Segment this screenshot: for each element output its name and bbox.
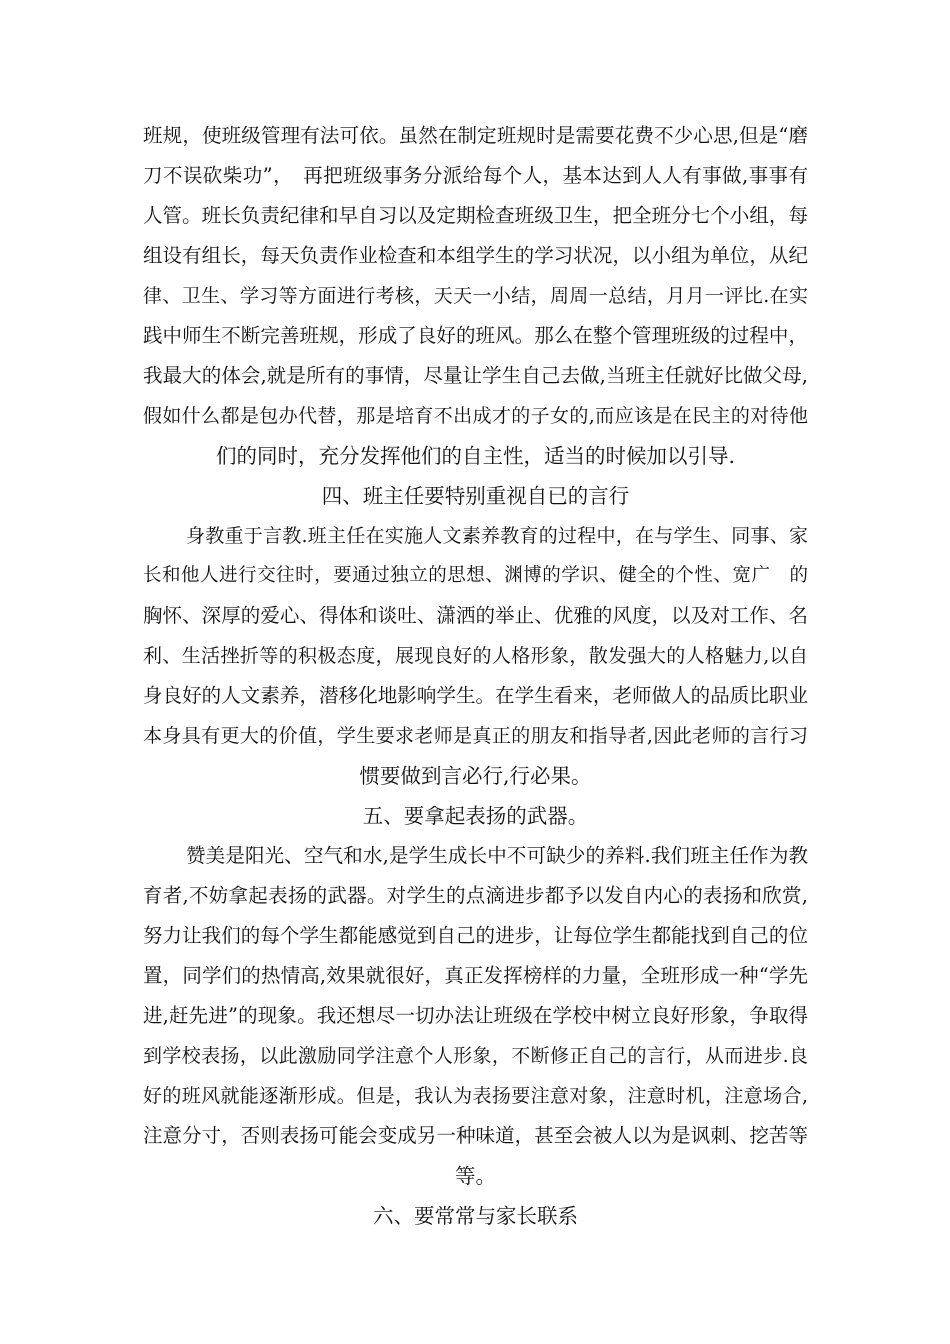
- section-heading-4: 四、班主任要特别重视自已的言行: [321, 484, 630, 508]
- paragraph-line: 进,赶先进”的现象。我还想尽一切办法让班级在学校中树立良好形象，争取得: [143, 1004, 808, 1027]
- paragraph-first-line: 赞美是阳光、空气和水,是学生成长中不可缺少的养料.我们班主任作为教: [186, 844, 808, 867]
- paragraph-last-line: 惯要做到言必行,行必果。: [359, 764, 592, 788]
- paragraph-line: 好的班风就能逐渐形成。但是，我认为表扬要注意对象，注意时机，注意场合,: [143, 1085, 808, 1107]
- paragraph-last-line: 等。: [455, 1164, 496, 1188]
- paragraph-line: 律、卫生、学习等方面进行考核，天天一小结，周周一总结，月月一评比.在实: [143, 285, 808, 307]
- paragraph-line: 刀不误砍柴功”， 再把班级事务分派给每个人，基本达到人人有事做,事事有: [143, 164, 808, 187]
- paragraph-line: 长和他人进行交往时，要通过独立的思想、渊博的学识、健全的个性、宽广 的: [143, 565, 808, 586]
- section-heading-6: 六、要常常与家长联系: [373, 1204, 578, 1228]
- paragraph-line: 到学校表扬，以此激励同学注意个人形象，不断修正自己的言行，从而进步.良: [143, 1045, 808, 1067]
- paragraph-line: 注意分寸，否则表扬可能会变成另一种味道，甚至会被人以为是讽刺、挖苦等: [143, 1124, 808, 1147]
- paragraph-line: 利、生活挫折等的积极态度，展现良好的人格形象，散发强大的人格魅力,以自: [143, 645, 808, 667]
- paragraph-line: 假如什么都是包办代替，那是培育不出成才的子女的,而应该是在民主的对待他: [143, 405, 808, 427]
- paragraph-line: 践中师生不断完善班规，形成了良好的班风。那么在整个管理班级的过程中，: [143, 324, 808, 347]
- paragraph-line: 本身具有更大的价值，学生要求老师是真正的朋友和指导者,因此老师的言行习: [143, 725, 808, 747]
- paragraph-line: 育者,不妨拿起表扬的武器。对学生的点滴进步都予以发自内心的表扬和欣赏,: [143, 884, 808, 907]
- paragraph-last-line: 们的同时，充分发挥他们的自主性，适当的时候加以引导.: [215, 444, 735, 468]
- paragraph-line: 我最大的体会,就是所有的事情，尽量让学生自己去做,当班主任就好比做父母,: [143, 364, 808, 387]
- paragraph-first-line: 身教重于言教.班主任在实施人文素养教育的过程中，在与学生、同事、家: [186, 525, 808, 547]
- paragraph-line: 班规，使班级管理有法可依。虽然在制定班规时是需要花费不少心思,但是“磨: [143, 124, 808, 147]
- paragraph-line: 置，同学们的热情高,效果就很好，真正发挥榜样的力量，全班形成一种“学先: [143, 964, 808, 987]
- section-heading-5: 五、要拿起表扬的武器。: [362, 804, 589, 828]
- paragraph-line: 努力让我们的每个学生都能感觉到自己的进步，让每位学生都能找到自己的位: [143, 924, 808, 947]
- paragraph-line: 胸怀、深厚的爱心、得体和谈吐、潇洒的举止、优雅的风度，以及对工作、名: [143, 604, 808, 627]
- paragraph-line: 人管。班长负责纪律和早自习以及定期检查班级卫生，把全班分七个小组，每: [143, 204, 808, 227]
- paragraph-line: 身良好的人文素养，潜移化地影响学生。在学生看来，老师做人的品质比职业: [143, 684, 808, 707]
- paragraph-line: 组设有组长，每天负责作业检查和本组学生的学习状况，以小组为单位，从纪: [143, 244, 808, 267]
